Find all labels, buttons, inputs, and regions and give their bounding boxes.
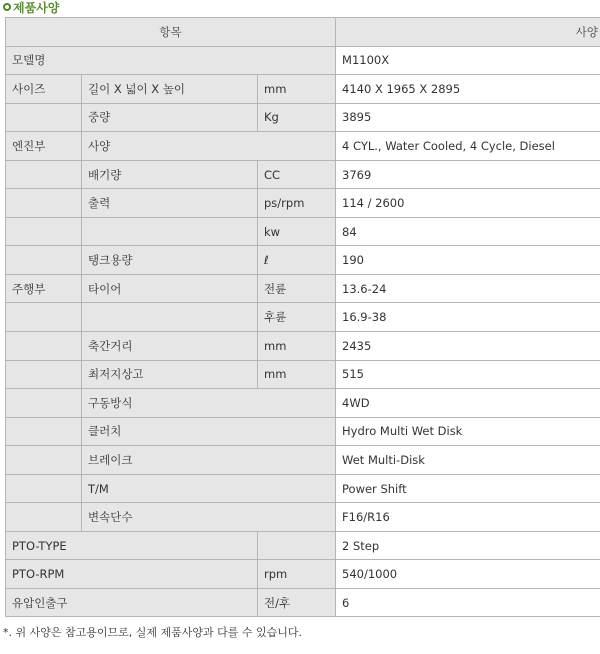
table-row	[6, 132, 600, 161]
row-group: 엔진부	[6, 132, 82, 161]
row-unit	[258, 531, 336, 560]
table-row	[6, 474, 600, 503]
row-unit: CC	[258, 160, 336, 189]
row-unit: mm	[258, 360, 336, 389]
row-group: 주행부	[6, 274, 82, 303]
table-row	[6, 503, 600, 532]
row-label: 변속단수	[82, 503, 336, 532]
table-row	[6, 588, 600, 617]
table-row	[6, 75, 600, 104]
row-group	[6, 417, 82, 446]
table-header-row	[6, 18, 600, 47]
row-label: PTO-TYPE	[6, 531, 258, 560]
table-row	[6, 531, 600, 560]
row-group	[6, 217, 82, 246]
table-row	[6, 46, 600, 75]
row-label	[82, 303, 258, 332]
row-value: 4 CYL., Water Cooled, 4 Cycle, Diesel	[336, 132, 600, 161]
row-unit: ps/rpm	[258, 189, 336, 218]
row-value: 2435	[336, 332, 600, 361]
row-unit: 전/후	[258, 588, 336, 617]
table-row	[6, 274, 600, 303]
row-label: 배기량	[82, 160, 258, 189]
row-group	[6, 246, 82, 275]
section-title	[3, 0, 59, 16]
row-value: 540/1000	[336, 560, 600, 589]
row-value: 3895	[336, 103, 600, 132]
table-row	[6, 446, 600, 475]
row-unit: rpm	[258, 560, 336, 589]
row-group	[6, 160, 82, 189]
row-value: F16/R16	[336, 503, 600, 532]
row-group	[6, 303, 82, 332]
table-row	[6, 417, 600, 446]
table-row	[6, 160, 600, 189]
row-group	[6, 389, 82, 418]
row-unit: 후륜	[258, 303, 336, 332]
row-label: T/M	[82, 474, 336, 503]
circle-bullet-icon	[3, 3, 11, 11]
header-item: 항목	[6, 18, 336, 47]
row-label: 브레이크	[82, 446, 336, 475]
table-row	[6, 332, 600, 361]
row-group	[6, 103, 82, 132]
row-group	[6, 189, 82, 218]
row-group	[6, 474, 82, 503]
row-value: 3769	[336, 160, 600, 189]
header-spec: 사양	[336, 18, 600, 47]
row-label: 타이어	[82, 274, 258, 303]
row-group	[6, 360, 82, 389]
row-label: 구동방식	[82, 389, 336, 418]
table-row	[6, 103, 600, 132]
row-unit: mm	[258, 332, 336, 361]
row-unit: ℓ	[258, 246, 336, 275]
table-row	[6, 389, 600, 418]
row-value: 84	[336, 217, 600, 246]
row-value: 16.9-38	[336, 303, 600, 332]
row-label: 최저지상고	[82, 360, 258, 389]
row-group	[6, 446, 82, 475]
row-label: PTO-RPM	[6, 560, 258, 589]
row-group	[6, 332, 82, 361]
row-label: 클러치	[82, 417, 336, 446]
row-value: 515	[336, 360, 600, 389]
row-value: 114 / 2600	[336, 189, 600, 218]
row-unit: Kg	[258, 103, 336, 132]
row-group	[6, 503, 82, 532]
row-label: 사양	[82, 132, 336, 161]
disclaimer-note: *. 위 사양은 참고용이므로, 실제 제품사양과 다를 수 있습니다.	[3, 626, 302, 639]
row-value: 6	[336, 588, 600, 617]
table-row	[6, 189, 600, 218]
row-value: 2 Step	[336, 531, 600, 560]
row-value: 4WD	[336, 389, 600, 418]
table-row	[6, 246, 600, 275]
row-unit: mm	[258, 75, 336, 104]
table-row	[6, 360, 600, 389]
row-label: 유압인출구	[6, 588, 258, 617]
section-title-text: 제품사양	[13, 1, 60, 15]
row-unit: 전륜	[258, 274, 336, 303]
row-unit: kw	[258, 217, 336, 246]
row-value: Wet Multi-Disk	[336, 446, 600, 475]
row-label: 축간거리	[82, 332, 258, 361]
table-row	[6, 217, 600, 246]
row-label: 탱크용량	[82, 246, 258, 275]
table-row	[6, 560, 600, 589]
table-row	[6, 303, 600, 332]
row-label: 모델명	[6, 46, 336, 75]
row-label: 출력	[82, 189, 258, 218]
row-value: 190	[336, 246, 600, 275]
spec-table	[5, 17, 600, 617]
row-value: 4140 X 1965 X 2895	[336, 75, 600, 104]
row-label	[82, 217, 258, 246]
row-value: Hydro Multi Wet Disk	[336, 417, 600, 446]
row-label: 길이 X 넓이 X 높이	[82, 75, 258, 104]
row-group: 사이즈	[6, 75, 82, 104]
row-label: 중량	[82, 103, 258, 132]
row-value: M1100X	[336, 46, 600, 75]
row-value: 13.6-24	[336, 274, 600, 303]
row-value: Power Shift	[336, 474, 600, 503]
